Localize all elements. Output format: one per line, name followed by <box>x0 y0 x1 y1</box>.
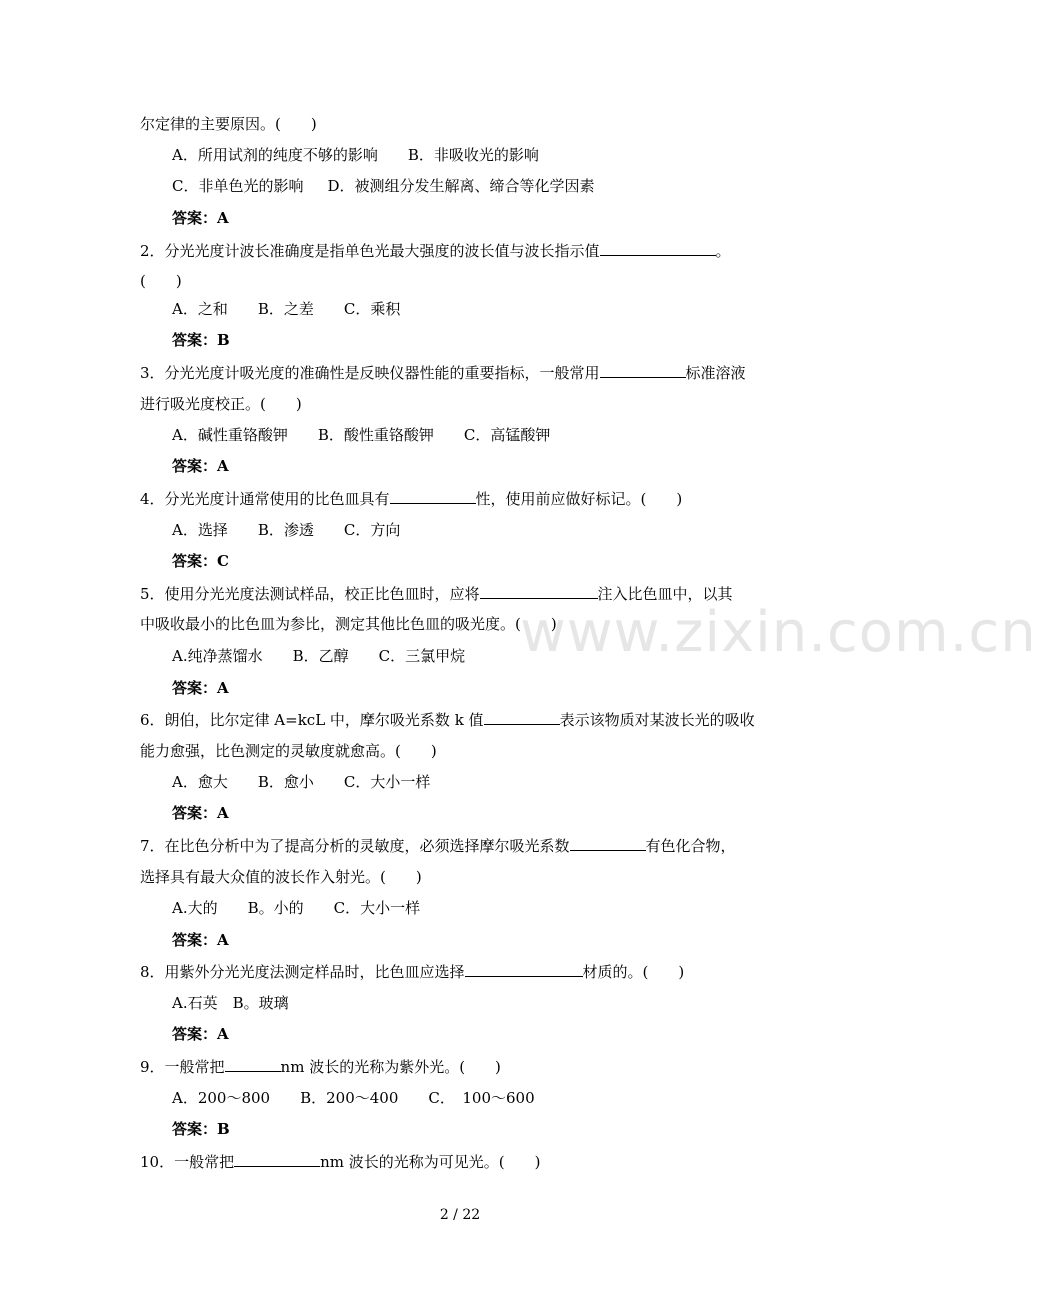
answer-9: 答案：B <box>172 1120 230 1138</box>
answer-3: 答案：A <box>172 457 229 475</box>
question-5-cont: 中吸收最小的比色皿为参比，测定其他比色皿的吸光度。( ) <box>140 615 557 633</box>
option-line: C．非单色光的影响 D．被测组分发生解离、缔合等化学因素 <box>172 177 595 195</box>
answer-5: 答案：A <box>172 679 229 697</box>
question-9: 9．一般常把 nm 波长的光称为紫外光。( ) <box>140 1058 501 1076</box>
question-4: 4．分光光度计通常使用的比色皿具有 性，使用前应做好标记。( ) <box>140 490 683 508</box>
question-2-paren: ( ) <box>140 272 182 290</box>
option-line: A.纯净蒸馏水 B．乙醇 C．三氯甲烷 <box>172 647 466 665</box>
answer-7: 答案：A <box>172 931 229 949</box>
answer-1: 答案：A <box>172 209 229 227</box>
option-line: A．碱性重铬酸钾 B．酸性重铬酸钾 C．高锰酸钾 <box>172 426 551 444</box>
option-line: A．之和 B．之差 C．乘积 <box>172 300 401 318</box>
option-line: A．愈大 B．愈小 C．大小一样 <box>172 773 431 791</box>
question-1-tail: 尔定律的主要原因。( ) <box>140 115 317 133</box>
question-3: 3．分光光度计吸光度的准确性是反映仪器性能的重要指标，一般常用 标准溶液 <box>140 364 746 382</box>
option-line: A.石英 B。玻璃 <box>172 994 289 1012</box>
question-7: 7．在比色分析中为了提高分析的灵敏度，必须选择摩尔吸光系数 有色化合物， <box>140 837 736 855</box>
question-2: 2．分光光度计波长准确度是指单色光最大强度的波长值与波长指示值 。 <box>140 242 731 260</box>
option-line: A．200～800 B．200～400 C． 100～600 <box>172 1089 535 1107</box>
answer-2: 答案：B <box>172 331 230 349</box>
answer-4: 答案：C <box>172 552 229 570</box>
answer-6: 答案：A <box>172 804 229 822</box>
question-7-cont: 选择具有最大众值的波长作入射光。( ) <box>140 868 422 886</box>
option-line: A．所用试剂的纯度不够的影响 B．非吸收光的影响 <box>172 146 539 164</box>
answer-8: 答案：A <box>172 1025 229 1043</box>
question-6: 6．朗伯，比尔定律 A=kcL 中，摩尔吸光系数 k 值 表示该物质对某波长光的吸收 <box>140 711 755 729</box>
option-line: A.大的 B。小的 C．大小一样 <box>172 899 421 917</box>
option-line: A．选择 B．渗透 C．方向 <box>172 521 401 539</box>
question-8: 8．用紫外分光光度法测定样品时，比色皿应选择 材质的。( ) <box>140 963 685 981</box>
question-3-cont: 进行吸光度校正。( ) <box>140 395 302 413</box>
watermark: www.zixin.com.cn <box>520 600 1037 665</box>
question-10: 10．一般常把 nm 波长的光称为可见光。( ) <box>140 1153 541 1171</box>
page-number: 2 / 22 <box>439 1207 481 1223</box>
question-6-cont: 能力愈强，比色测定的灵敏度就愈高。( ) <box>140 742 437 760</box>
question-5: 5．使用分光光度法测试样品，校正比色皿时，应将 注入比色皿中，以其 <box>140 585 733 603</box>
